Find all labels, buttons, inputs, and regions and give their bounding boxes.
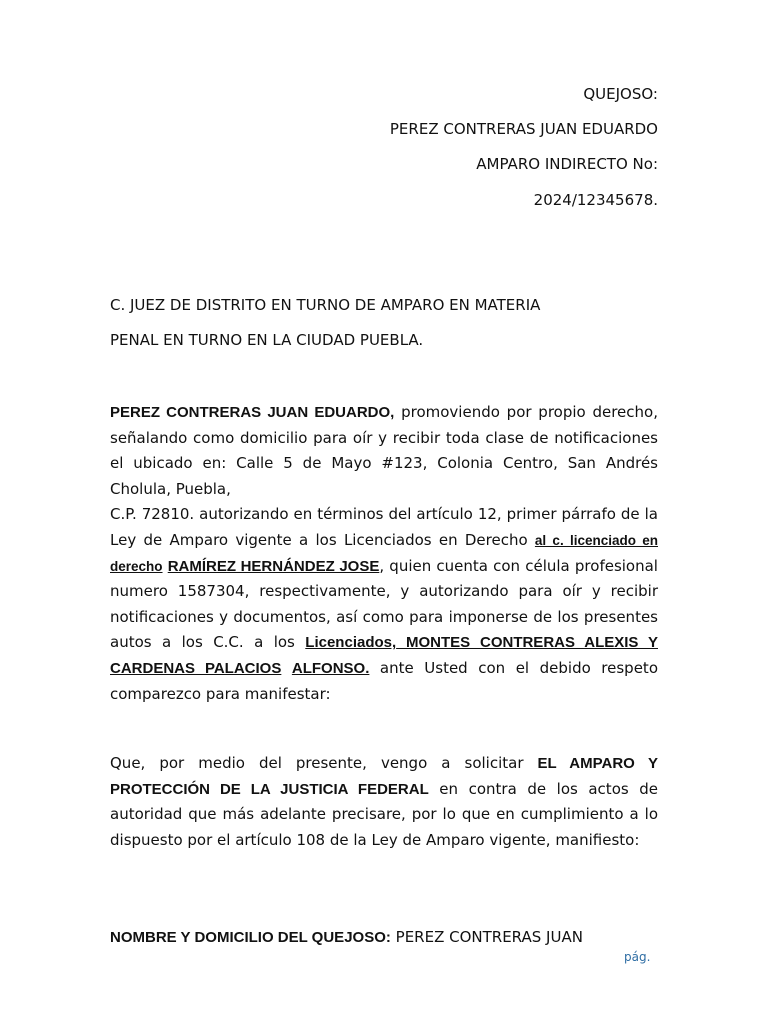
section-heading-paragraph [110,925,658,951]
request-bold: EL AMPARO Y PROTECCIÓN DE LA JUSTICIA FEDERAL [110,755,658,798]
document-page [110,0,658,1024]
court-addressee-line2: PENAL EN TURNO EN LA CIUDAD PUEBLA. [110,331,424,349]
request-text2: en contra de los actos de autoridad que más adelante precisare, por lo que en cumplimiento a lo dispuesto por el artículo 108 de la Ley de Amparo vigente, manifiesto: [110,779,658,849]
licenciado-last-name: ALFONSO. [291,659,370,677]
amparo-label: AMPARO INDIRECTO No: [476,155,658,173]
page-number-link[interactable]: pág. [624,950,651,964]
quejoso-label: QUEJOSO: [583,85,658,103]
quejoso-name: PEREZ CONTRERAS JUAN EDUARDO [389,120,658,138]
amparo-number: 2024/12345678. [533,191,658,209]
intro-text1: promoviendo por propio derecho, señalando como domicilio para oír y recibir toda clase de notificaciones el ubicado en: Calle 5 de Mayo #123, Colonia Centro, San Andrés Cholula, Puebla, [110,403,658,498]
court-addressee-line1: C. JUEZ DE DISTRITO EN TURNO DE AMPARO EN MATERIA [110,296,541,314]
licenciado-name: RAMÍREZ HERNÁNDEZ JOSE [167,557,380,575]
intro-text4: ante Usted con el debido respeto comparezco para manifestar: [110,658,658,703]
licenciados-names: MONTES CONTRERAS ALEXIS Y CARDENAS PALACIOS [110,634,658,677]
intro-text2: C.P. 72810. autorizando en términos del artículo 12, primer párrafo de la Ley de Amparo vigente a los Licenciados en Derecho [110,505,658,549]
licenciados-label: Licenciados, [305,634,397,652]
request-text1: Que, por medio del presente, vengo a solicitar [110,754,538,772]
intro-paragraph [110,400,658,707]
intro-name: PEREZ CONTRERAS JUAN EDUARDO, [110,404,395,421]
licenciado-label: al c. licenciado en derecho [110,532,658,574]
section-text: PEREZ CONTRERAS JUAN [390,928,583,946]
request-paragraph [110,751,658,853]
intro-text3: , quien cuenta con célula profesional numero 1587304, respectivamente, y autorizando para oír y recibir notificaciones y documentos, así como para imponerse de los presentes autos a los C.C. a los [110,556,658,652]
section-heading: NOMBRE Y DOMICILIO DEL QUEJOSO: [110,929,391,946]
